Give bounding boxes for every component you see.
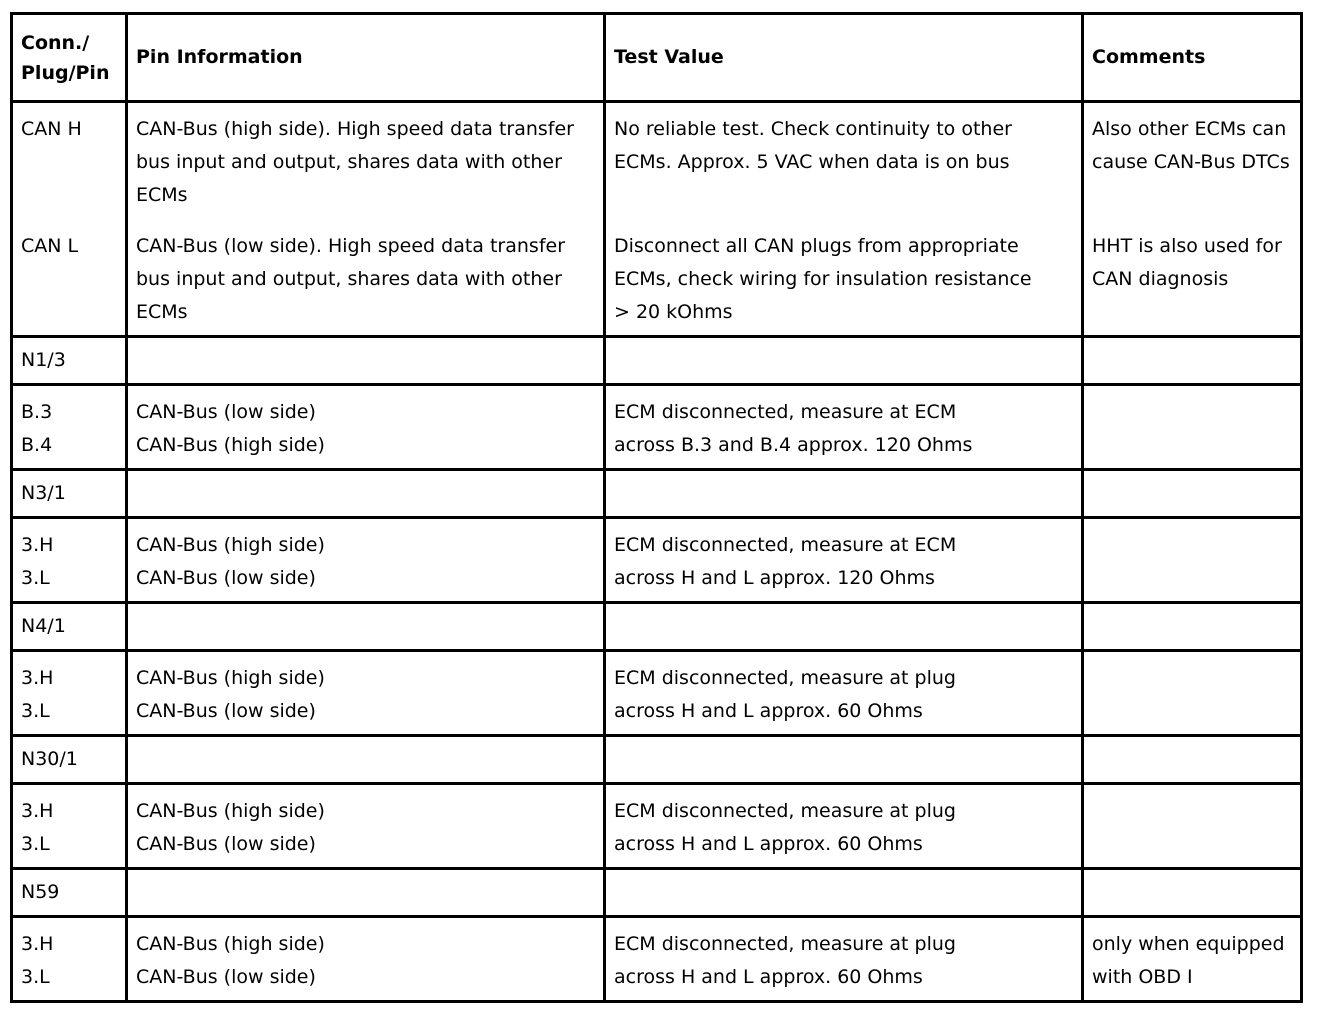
gap xyxy=(1092,212,1292,230)
pin-label: 3.H xyxy=(21,933,54,955)
info-line: CAN-Bus (high side) xyxy=(136,800,325,822)
test-line: ECMs. Approx. 5 VAC when data is on bus xyxy=(614,151,1010,173)
empty-cell xyxy=(605,736,1083,784)
empty-cell xyxy=(1083,603,1302,651)
pin-label: 3.L xyxy=(21,966,50,988)
empty-cell xyxy=(127,337,605,385)
test-line: ECM disconnected, measure at plug xyxy=(614,800,956,822)
cell-test-value xyxy=(605,651,1083,736)
pin-label: 3.H xyxy=(21,667,54,689)
comment-line: cause CAN-Bus DTCs xyxy=(1092,151,1290,173)
cell-comments xyxy=(1083,385,1302,470)
section-label: N59 xyxy=(12,869,127,917)
test-line: ECM disconnected, measure at plug xyxy=(614,933,956,955)
can-bus-pin-table xyxy=(10,12,1303,1003)
cell-test-value xyxy=(605,102,1083,337)
cell-pin-info xyxy=(127,917,605,1002)
empty-cell xyxy=(127,470,605,518)
empty-cell xyxy=(1083,470,1302,518)
test-line: across H and L approx. 60 Ohms xyxy=(614,700,923,722)
cell-test-value xyxy=(605,518,1083,603)
section-row-n4-1 xyxy=(12,603,1302,651)
info-line: CAN-Bus (high side) xyxy=(136,534,325,556)
test-line: Disconnect all CAN plugs from appropriate xyxy=(614,235,1019,257)
empty-cell xyxy=(127,603,605,651)
header-conn-line-1: Conn./ xyxy=(21,31,90,54)
cell-conn xyxy=(12,385,127,470)
info-line: CAN-Bus (low side). High speed data transfer xyxy=(136,235,566,257)
info-line: bus input and output, shares data with other xyxy=(136,268,562,290)
cell-pin-info xyxy=(127,518,605,603)
test-line: across H and L approx. 60 Ohms xyxy=(614,833,923,855)
header-comments: Comments xyxy=(1083,14,1302,102)
can-bus-pin-table-sheet xyxy=(10,12,1300,1002)
cell-pin-info xyxy=(127,784,605,869)
test-line: > 20 kOhms xyxy=(614,301,733,323)
pin-label: 3.L xyxy=(21,567,50,589)
test-line: ECM disconnected, measure at plug xyxy=(614,667,956,689)
cell-conn xyxy=(12,518,127,603)
table-row-3h-3l xyxy=(12,651,1302,736)
empty-cell xyxy=(1083,337,1302,385)
cell-comments xyxy=(1083,518,1302,603)
cell-pin-info xyxy=(127,102,605,337)
header-pin-information: Pin Information xyxy=(127,14,605,102)
section-row-n1-3 xyxy=(12,337,1302,385)
empty-cell xyxy=(605,470,1083,518)
table-row-3h-3l xyxy=(12,917,1302,1002)
header-conn-line-2: Plug/Pin xyxy=(21,61,110,84)
info-line: CAN-Bus (high side) xyxy=(136,667,325,689)
section-label: N1/3 xyxy=(12,337,127,385)
cell-conn xyxy=(12,784,127,869)
empty-cell xyxy=(127,736,605,784)
test-line: ECM disconnected, measure at ECM xyxy=(614,401,957,423)
cell-comments xyxy=(1083,784,1302,869)
info-line: CAN-Bus (high side) xyxy=(136,933,325,955)
pin-label: B.3 xyxy=(21,401,53,423)
pin-label: B.4 xyxy=(21,434,53,456)
comment-line: HHT is also used for xyxy=(1092,235,1282,257)
pin-label: CAN L xyxy=(21,235,79,257)
pin-label: 3.H xyxy=(21,534,54,556)
info-line: CAN-Bus (low side) xyxy=(136,567,316,589)
test-line: across H and L approx. 120 Ohms xyxy=(614,567,935,589)
pin-label: 3.H xyxy=(21,800,54,822)
section-label: N4/1 xyxy=(12,603,127,651)
info-line: CAN-Bus (low side) xyxy=(136,966,316,988)
cell-test-value xyxy=(605,917,1083,1002)
cell-test-value xyxy=(605,385,1083,470)
pin-label: 3.L xyxy=(21,833,50,855)
cell-comments xyxy=(1083,102,1302,337)
info-line: ECMs xyxy=(136,184,188,206)
cell-test-value xyxy=(605,784,1083,869)
table-row-can-h-l xyxy=(12,102,1302,337)
empty-cell xyxy=(127,869,605,917)
header-test-value: Test Value xyxy=(605,14,1083,102)
section-label: N30/1 xyxy=(12,736,127,784)
comment-line: CAN diagnosis xyxy=(1092,268,1229,290)
empty-cell xyxy=(1083,736,1302,784)
info-line: ECMs xyxy=(136,301,188,323)
table-row-3h-3l xyxy=(12,518,1302,603)
test-line: No reliable test. Check continuity to other xyxy=(614,118,1012,140)
section-label: N3/1 xyxy=(12,470,127,518)
section-row-n59 xyxy=(12,869,1302,917)
cell-conn xyxy=(12,917,127,1002)
pin-label: CAN H xyxy=(21,118,82,140)
cell-comments xyxy=(1083,917,1302,1002)
info-line: CAN-Bus (low side) xyxy=(136,401,316,423)
comment-line: with OBD I xyxy=(1092,966,1193,988)
info-line: CAN-Bus (low side) xyxy=(136,700,316,722)
pin-label: 3.L xyxy=(21,700,50,722)
empty-cell xyxy=(605,869,1083,917)
comment-line: Also other ECMs can xyxy=(1092,118,1287,140)
info-line: CAN-Bus (low side) xyxy=(136,833,316,855)
empty-cell xyxy=(605,603,1083,651)
comment-line: only when equipped xyxy=(1092,933,1285,955)
info-line: CAN-Bus (high side) xyxy=(136,434,325,456)
test-line: across H and L approx. 60 Ohms xyxy=(614,966,923,988)
empty-cell xyxy=(1083,869,1302,917)
header-row xyxy=(12,14,1302,102)
test-line: across B.3 and B.4 approx. 120 Ohms xyxy=(614,434,973,456)
table-row-b3-b4 xyxy=(12,385,1302,470)
cell-conn xyxy=(12,102,127,337)
table-row-3h-3l xyxy=(12,784,1302,869)
cell-pin-info xyxy=(127,385,605,470)
cell-comments xyxy=(1083,651,1302,736)
info-line: CAN-Bus (high side). High speed data transfer xyxy=(136,118,574,140)
header-conn-plug-pin xyxy=(12,14,127,102)
test-line: ECM disconnected, measure at ECM xyxy=(614,534,957,556)
cell-pin-info xyxy=(127,651,605,736)
section-row-n30-1 xyxy=(12,736,1302,784)
gap xyxy=(21,212,117,230)
test-line: ECMs, check wiring for insulation resistance xyxy=(614,268,1032,290)
empty-cell xyxy=(605,337,1083,385)
section-row-n3-1 xyxy=(12,470,1302,518)
cell-conn xyxy=(12,651,127,736)
gap xyxy=(136,212,595,230)
gap xyxy=(614,212,1073,230)
info-line: bus input and output, shares data with other xyxy=(136,151,562,173)
